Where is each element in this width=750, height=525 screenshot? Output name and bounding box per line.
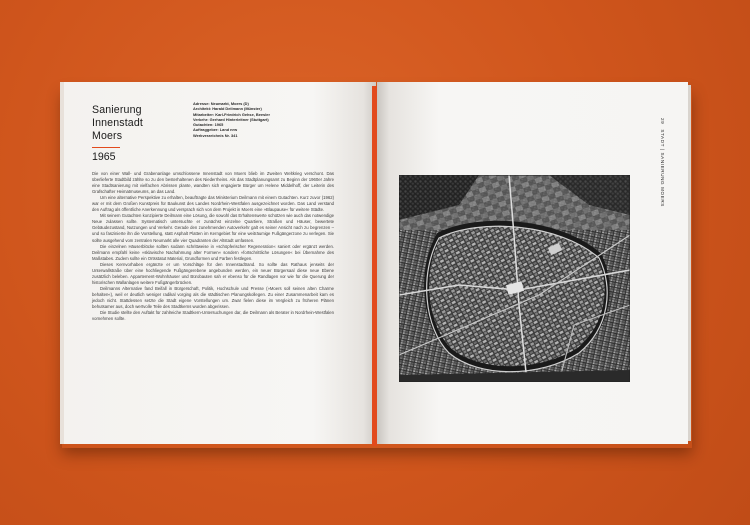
project-meta	[193, 101, 333, 138]
paragraph: Dieses Kernvorhaben ergänzte er um Vorschläge für den Innenstadtrand. So sollte das Rathaus jenseits der Unterwallstraße über eine hochliegende Fußgängerebene angebunden werden, ein neuer Bürgersaal diese neue Ebene zusätzlich beleben. Appartement-Wohnhäuser und Bürobauten sah er ebenso für die Randlagen vor wie für die Querung der historischen Wallanlagen weitere Fußgängerbrücken.	[92, 261, 334, 285]
page-number: 29	[660, 118, 665, 125]
meta-line: Verkehr: Gerhard Hinterleitner (Stuttgart)	[193, 116, 269, 122]
paragraph: Um eine alternative Perspektive zu erhalten, beauftragte das Ministerium Deilmann mit einem Gutachten. Kurz zuvor (1962) war er mit dem Großen Kunstpreis für Baukunst des Landes Nordrhein-Westfalen ausgezeichnet worden. Das Land verstand den Auftrag als öffentliche Anerkennung und versprach sich von dem Projekt in Moers eine »Blaupause« für weitere Städte.	[92, 195, 334, 213]
title-line: Sanierung	[92, 104, 142, 116]
aerial-photo-graphic	[399, 175, 630, 382]
title-line: Innenstadt	[92, 117, 143, 129]
meta-line: Werkverzeichnis Nr. 341	[193, 132, 238, 138]
meta-line: Mitarbeiter: Karl-Friedrich Gehse, Beesler	[193, 111, 270, 117]
aerial-photo	[399, 175, 630, 382]
paragraph: Die von einer Wall- und Grabenanlage umschlossene Innenstadt von Moers blieb im Zweiten Weltkrieg verschont. Das überlieferte Stadtbild zählte so zu den besterhaltenen des Niederrheins. Als das Stadtplanungsamt zu Beginn der 1960er Jahre eine Stadtsanierung mit vielfachen Abrissen plante, wandten sich engagierte Bürger um Helene Middelhoff, der Leiterin des Grafschafter Heimatmuseums, an das Land.	[92, 171, 334, 195]
meta-line: Adresse: Neumarkt, Moers (D)	[193, 101, 249, 106]
meta-line: Auftraggeber: Land nrw	[193, 127, 238, 133]
meta-line: Architekt: Harald Deilmann (Münster)	[193, 106, 262, 112]
page-stack-edge	[688, 85, 691, 441]
project-title	[92, 104, 202, 143]
title-divider	[92, 147, 120, 148]
body-text	[92, 171, 334, 322]
paragraph: Die Studie stellte den Auftakt für zahlreiche Stadtkern-Untersuchungen dar, die Deilmann als Berater in Nordrhein-Westfalen vornehmen sollte.	[92, 310, 334, 322]
meta-line: Gutachten: 1965	[193, 122, 224, 128]
paragraph: Mit seinem Gutachten konzipierte Deilmann eine Lösung, die sowohl das Erhaltenswerte schützen wie auch das notwendige Neue zulassen sollte. Systematisch untersuchte er zunächst einzelne Quartiere, Straßen und Häuser, bewertete Gebäudezustand, Nutzungen und Verkehr. Gerade den zunehmenden Autoverkehr galt es seiner Ansicht nach zu begrenzen – und so faszinierte ihn die Vorstellung, statt Asphalt Platten im Kerngebiet für eine weiträumige Fußgängerzone zu verlegen. Sie sollte ausgehend vom zentralen Neumarkt alle vier Quadranten der Altstadt umfassen.	[92, 213, 334, 243]
project-year: 1965	[92, 151, 116, 163]
running-head-label: STADT | SANIERUNG MOERS	[660, 129, 665, 207]
paragraph: Die einzelnen Häuserblöcke sollten sodann schrittweise in »schöpferischer Regeneration« saniert oder ergänzt werden. Deilmann empfahl keine »sklavische Nachahmung alter Formen« sondern »fortschrittliche Lösungen« bei Übernahme des Maßstabes. Zudem sollte ein Ortsstatut Material, Grundformen und Farben festlegen.	[92, 243, 334, 261]
title-line: Moers	[92, 130, 123, 142]
paragraph: Deilmanns Alternative fand Beifall in Bürgerschaft, Politik, Hochschule und Presse (»Moers soll seinen alten Charme behalten«), weil er deutlich weniger radikal vorging als die städtischen Planungskollegen. Zu einer Zusammenarbeit kam es jedoch nicht. Stattdessen setzte die Stadt eigene Vorstellungen um. Zwar fielen diese im Vergleich zu früheren Plänen behutsamer aus, doch wertvolle Teile des Stadtkerns wurden abgerissen.	[92, 285, 334, 310]
